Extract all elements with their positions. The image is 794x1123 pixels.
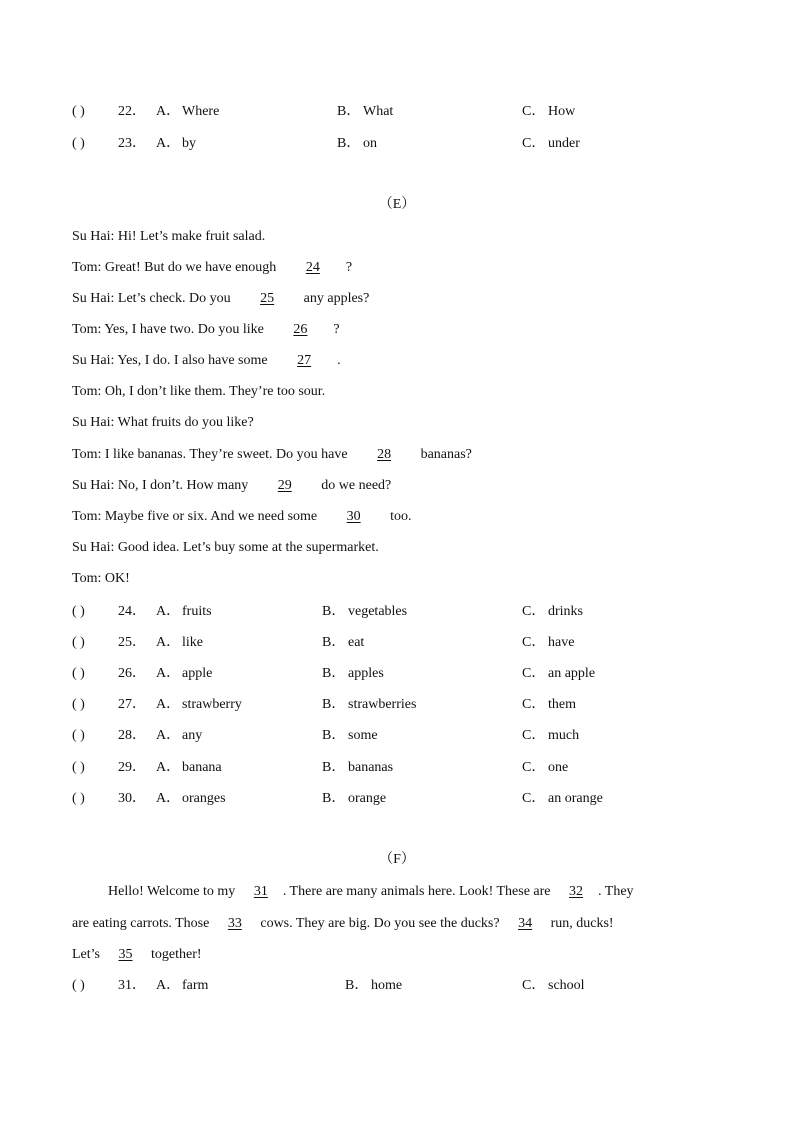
option-c-text: How xyxy=(548,104,576,119)
answer-parentheses: ( ) xyxy=(72,697,85,712)
option-b-text: on xyxy=(363,136,377,151)
blank-26[interactable]: 26 xyxy=(293,322,308,337)
option-c-label: C． xyxy=(522,635,546,650)
option-a-text: farm xyxy=(182,978,209,993)
option-a-text: strawberry xyxy=(182,697,242,712)
blank-24[interactable]: 24 xyxy=(305,260,320,275)
option-a-text: like xyxy=(182,635,203,650)
question-number: 23． xyxy=(118,136,146,151)
blank-29[interactable]: 29 xyxy=(277,478,292,493)
option-c-label: C． xyxy=(522,697,546,712)
dialogue-text: any apples? xyxy=(300,291,370,306)
option-a-label: A． xyxy=(156,728,181,743)
question-number: 30． xyxy=(118,791,146,806)
blank-33[interactable]: 33 xyxy=(227,916,242,931)
question-number: 31． xyxy=(118,978,146,993)
option-c-text: under xyxy=(548,136,580,151)
option-a-text: banana xyxy=(182,760,222,775)
option-a-label: A． xyxy=(156,136,181,151)
question-number: 25． xyxy=(118,635,146,650)
passage-text: together! xyxy=(147,947,202,962)
passage-text: are eating carrots. Those xyxy=(72,916,213,931)
option-a-label: A． xyxy=(156,666,181,681)
dialogue-line xyxy=(72,228,265,246)
passage-text: . There are many animals here. Look! These are xyxy=(282,884,555,899)
option-c-text: an orange xyxy=(548,791,603,806)
option-a-label: A． xyxy=(156,635,181,650)
section-f-heading: （F） xyxy=(379,852,415,867)
option-b-label: B． xyxy=(322,728,346,743)
option-b-label: B． xyxy=(322,791,346,806)
passage-line xyxy=(72,915,712,933)
option-a-text: by xyxy=(182,136,196,151)
option-a-text: oranges xyxy=(182,791,226,806)
dialogue-line xyxy=(72,383,325,401)
option-b-text: vegetables xyxy=(348,604,408,619)
option-a-label: A． xyxy=(156,978,181,993)
dialogue-line xyxy=(72,352,341,370)
blank-34[interactable]: 34 xyxy=(518,916,533,931)
passage-text: Let’s xyxy=(72,947,104,962)
answer-parentheses: ( ) xyxy=(72,978,85,993)
dialogue-text: Su Hai: Let’s check. Do you xyxy=(72,291,235,306)
dialogue-line xyxy=(72,570,130,588)
question-number: 27． xyxy=(118,697,146,712)
dialogue-text: Su Hai: Hi! Let’s make fruit salad. xyxy=(72,229,266,244)
blank-25[interactable]: 25 xyxy=(260,291,275,306)
option-c-text: one xyxy=(548,760,569,775)
dialogue-line xyxy=(72,477,391,495)
question-number: 24． xyxy=(118,604,146,619)
dialogue-text: bananas? xyxy=(417,447,472,462)
dialogue-line xyxy=(72,539,379,557)
dialogue-text: . xyxy=(337,353,341,368)
option-c-label: C． xyxy=(522,604,546,619)
option-c-text: have xyxy=(548,635,575,650)
option-b-text: eat xyxy=(348,635,365,650)
dialogue-text: ? xyxy=(333,322,340,337)
dialogue-text: too. xyxy=(386,509,412,524)
blank-32[interactable]: 32 xyxy=(569,884,584,899)
passage-line xyxy=(72,883,712,901)
option-b-label: B． xyxy=(322,666,346,681)
dialogue-text: Tom: Great! But do we have enough xyxy=(72,260,280,275)
answer-parentheses: ( ) xyxy=(72,791,85,806)
option-c-label: C． xyxy=(522,791,546,806)
option-b-label: B． xyxy=(322,697,346,712)
option-b-label: B． xyxy=(322,635,346,650)
passage-line xyxy=(72,946,712,964)
option-c-label: C． xyxy=(522,760,546,775)
option-c-label: C． xyxy=(522,728,546,743)
blank-28[interactable]: 28 xyxy=(377,447,392,462)
dialogue-line xyxy=(72,446,472,464)
blank-35[interactable]: 35 xyxy=(118,947,133,962)
question-number: 29． xyxy=(118,760,146,775)
dialogue-text: Su Hai: What fruits do you like? xyxy=(72,415,254,430)
dialogue-text: Tom: Yes, I have two. Do you like xyxy=(72,322,268,337)
question-number: 22． xyxy=(118,104,146,119)
option-b-label: B． xyxy=(322,760,346,775)
dialogue-line xyxy=(72,508,412,526)
option-a-text: fruits xyxy=(182,604,212,619)
dialogue-text: Tom: Oh, I don’t like them. They’re too sour. xyxy=(72,384,326,399)
option-b-text: some xyxy=(348,728,378,743)
dialogue-text: ? xyxy=(345,260,353,275)
option-c-label: C． xyxy=(522,666,546,681)
option-c-text: drinks xyxy=(548,604,583,619)
passage-text: cows. They are big. Do you see the ducks? xyxy=(256,916,504,931)
question-number: 28． xyxy=(118,728,146,743)
question-number: 26． xyxy=(118,666,146,681)
option-b-text: apples xyxy=(348,666,384,681)
answer-parentheses: ( ) xyxy=(72,760,85,775)
option-b-label: B． xyxy=(345,978,369,993)
option-c-label: C． xyxy=(522,978,546,993)
answer-parentheses: ( ) xyxy=(72,604,85,619)
passage-text: Hello! Welcome to my xyxy=(108,884,239,899)
dialogue-text: Su Hai: Good idea. Let’s buy some at the supermarket. xyxy=(72,540,379,555)
section-e-heading: （E） xyxy=(378,197,416,212)
answer-parentheses: ( ) xyxy=(72,728,85,743)
dialogue-text: Tom: Maybe five or six. And we need some xyxy=(72,509,321,524)
option-b-text: strawberries xyxy=(348,697,417,712)
blank-30[interactable]: 30 xyxy=(346,509,361,524)
dialogue-text: do we need? xyxy=(317,478,392,493)
option-b-text: orange xyxy=(348,791,387,806)
dialogue-text: Tom: I like bananas. They’re sweet. Do you have xyxy=(72,447,352,462)
option-b-text: home xyxy=(371,978,403,993)
option-b-text: What xyxy=(363,104,394,119)
dialogue-line xyxy=(72,290,369,308)
option-a-label: A． xyxy=(156,697,181,712)
answer-parentheses: ( ) xyxy=(72,104,85,119)
dialogue-text: Tom: OK! xyxy=(72,571,130,586)
option-a-text: apple xyxy=(182,666,213,681)
answer-parentheses: ( ) xyxy=(72,666,85,681)
dialogue-text: Su Hai: No, I don’t. How many xyxy=(72,478,252,493)
option-a-label: A． xyxy=(156,104,181,119)
option-b-label: B． xyxy=(322,604,346,619)
option-b-text: bananas xyxy=(348,760,394,775)
option-a-label: A． xyxy=(156,760,181,775)
dialogue-line xyxy=(72,259,352,277)
option-c-text: an apple xyxy=(548,666,596,681)
option-c-label: C． xyxy=(522,136,546,151)
option-c-text: school xyxy=(548,978,585,993)
option-c-label: C． xyxy=(522,104,546,119)
answer-parentheses: ( ) xyxy=(72,635,85,650)
dialogue-line xyxy=(72,321,340,339)
blank-31[interactable]: 31 xyxy=(253,884,268,899)
passage-text: . They xyxy=(598,884,634,899)
option-b-label: B． xyxy=(337,136,361,151)
answer-parentheses: ( ) xyxy=(72,136,85,151)
dialogue-text: Su Hai: Yes, I do. I also have some xyxy=(72,353,272,368)
passage-text: run, ducks! xyxy=(547,916,614,931)
option-a-text: Where xyxy=(182,104,220,119)
option-a-label: A． xyxy=(156,791,181,806)
blank-27[interactable]: 27 xyxy=(297,353,312,368)
option-c-text: much xyxy=(548,728,580,743)
option-b-label: B． xyxy=(337,104,361,119)
dialogue-line xyxy=(72,414,254,432)
option-a-text: any xyxy=(182,728,203,743)
option-c-text: them xyxy=(548,697,576,712)
option-a-label: A． xyxy=(156,604,181,619)
